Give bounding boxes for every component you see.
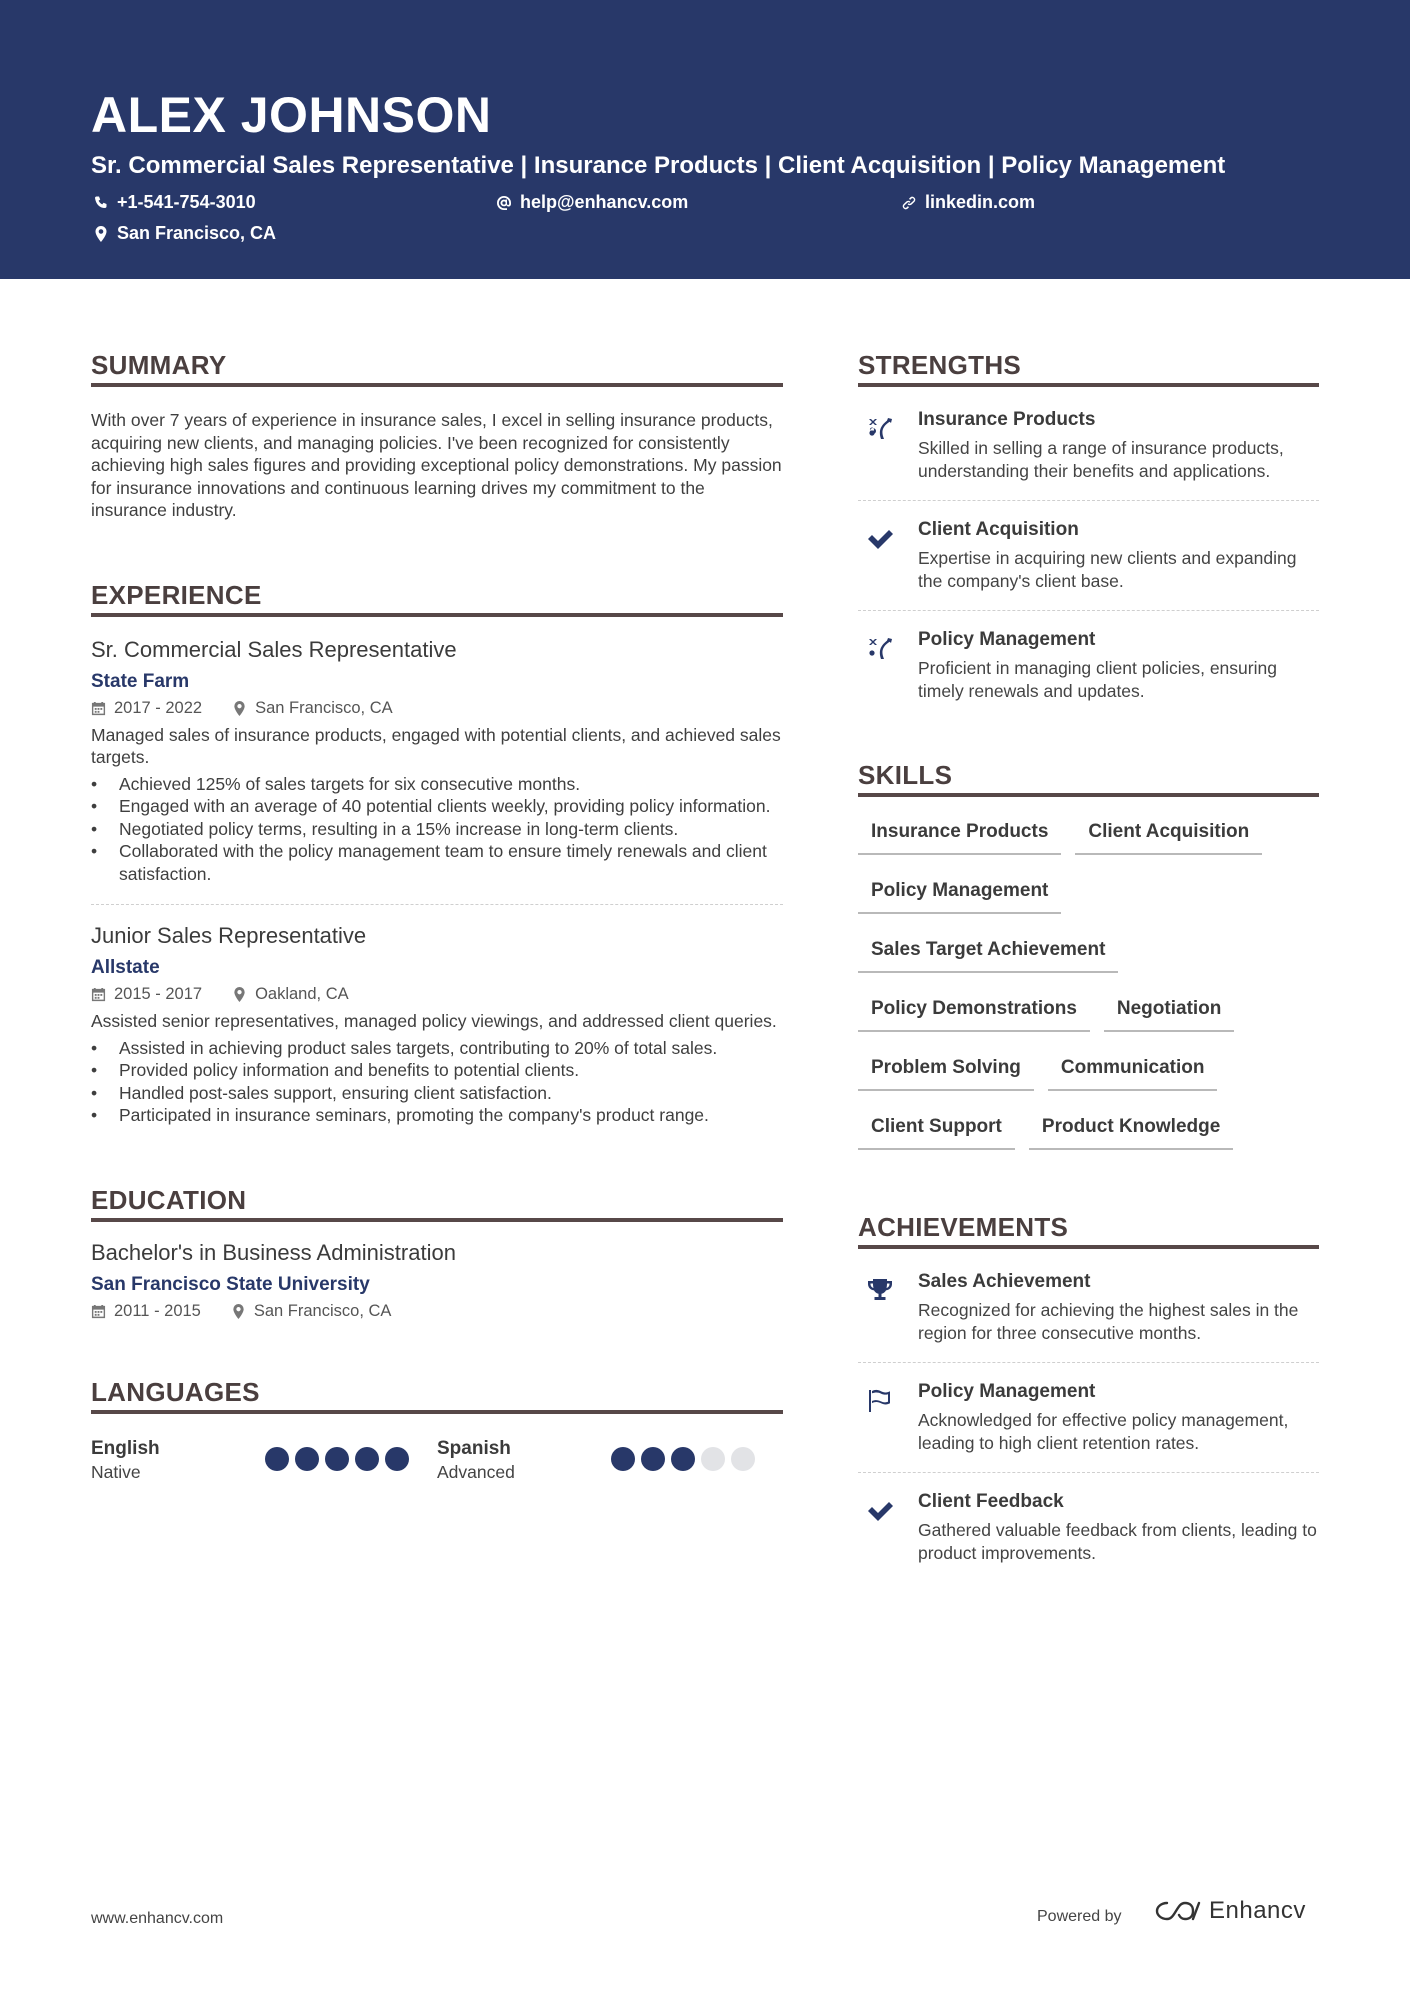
rating-dot — [265, 1447, 289, 1471]
list-item: • Collaborated with the policy management team to ensure timely renewals and client satisfaction. — [91, 840, 783, 885]
contact-link[interactable] — [901, 192, 1035, 213]
brand-name: Enhancv — [1209, 1897, 1306, 1924]
calendar-icon — [91, 987, 106, 1002]
education-section — [91, 1185, 783, 1321]
location-pin-icon — [93, 226, 109, 242]
flag-icon — [858, 1381, 918, 1454]
powered-by-label: Powered by — [1037, 1908, 1122, 1925]
skill-tag: Client Acquisition — [1075, 821, 1262, 855]
job-meta — [91, 985, 783, 1004]
achievement-item — [858, 1381, 1319, 1454]
strategy-icon — [858, 629, 918, 702]
language-level: Advanced — [437, 1461, 515, 1482]
education-dates: 2011 - 2015 — [114, 1301, 201, 1320]
job-location-text: Oakland, CA — [255, 985, 349, 1003]
language-item — [91, 1438, 437, 1483]
language-item — [437, 1438, 783, 1483]
achievement-body — [918, 1271, 1319, 1344]
candidate-headline: Sr. Commercial Sales Representative | Insurance Products | Client Acquisition | Policy Management — [91, 152, 1226, 179]
job-description: Assisted senior representatives, managed policy viewings, and addressed client queries. — [91, 1011, 777, 1031]
brand-logo[interactable] — [1155, 1897, 1306, 1925]
divider — [91, 904, 783, 905]
calendar-icon — [91, 701, 106, 716]
job-dates: 2015 - 2017 — [114, 985, 203, 1003]
skill-tag: Client Support — [858, 1116, 1015, 1150]
contact-email[interactable] — [496, 192, 688, 213]
trophy-icon — [858, 1271, 918, 1344]
education-meta — [91, 1302, 783, 1321]
achievement-desc: Recognized for achieving the highest sales in the region for three consecutive months. — [918, 1300, 1299, 1343]
job-bullets — [91, 773, 783, 886]
strength-body — [918, 629, 1319, 702]
education-location — [231, 1302, 392, 1321]
job-description: Managed sales of insurance products, engaged with potential clients, and achieved sales targets. — [91, 724, 781, 767]
strength-item — [858, 519, 1319, 592]
job-company: Allstate — [91, 957, 160, 978]
resume-header — [0, 0, 1410, 279]
left-column — [91, 350, 783, 1483]
list-item: • Provided policy information and benefits to potential clients. — [91, 1059, 783, 1082]
strength-title: Insurance Products — [918, 409, 1096, 430]
job-company: State Farm — [91, 670, 190, 692]
rating-dot — [355, 1447, 379, 1471]
divider — [858, 610, 1319, 611]
location-pin-icon — [231, 1304, 246, 1319]
phone-text: +1-541-754-3010 — [117, 192, 256, 212]
skills-list — [858, 821, 1319, 1150]
phone-icon — [93, 195, 109, 211]
list-item: • Assisted in achieving product sales targets, contributing to 20% of total sales. — [91, 1037, 783, 1060]
job-entry — [91, 923, 783, 1127]
language-rating — [265, 1447, 409, 1471]
divider — [858, 1472, 1319, 1473]
skill-tag: Communication — [1048, 1057, 1218, 1091]
languages-list — [91, 1438, 783, 1483]
candidate-name: ALEX JOHNSON — [91, 87, 492, 143]
degree-title: Bachelor's in Business Administration — [91, 1239, 456, 1265]
achievements-section — [858, 1212, 1319, 1564]
skill-tag: Insurance Products — [858, 821, 1061, 855]
section-title-skills: SKILLS — [858, 760, 1319, 797]
strength-desc: Expertise in acquiring new clients and expanding the company's client base. — [918, 548, 1297, 591]
job-title: Junior Sales Representative — [91, 923, 367, 948]
section-title-summary: SUMMARY — [91, 350, 783, 387]
language-rating — [611, 1447, 755, 1471]
contact-phone[interactable] — [93, 192, 256, 213]
section-title-education: EDUCATION — [91, 1185, 783, 1222]
language-name: English — [91, 1437, 160, 1459]
enhancv-logo-icon — [1155, 1899, 1201, 1923]
strength-item — [858, 629, 1319, 702]
skill-tag: Policy Management — [858, 880, 1061, 914]
section-title-languages: LANGUAGES — [91, 1377, 783, 1414]
education-location-text: San Francisco, CA — [253, 1301, 392, 1320]
school-name: San Francisco State University — [91, 1273, 370, 1295]
list-item: • Participated in insurance seminars, promoting the company's product range. — [91, 1104, 783, 1127]
achievement-title: Client Feedback — [918, 1491, 1064, 1512]
location-text: San Francisco, CA — [117, 223, 277, 243]
job-location — [232, 699, 393, 718]
summary-text: With over 7 years of experience in insurance sales, I excel in selling insurance products, acquiring new clients, and managing policies. I've been recognized for consistently achieving high sales figures and providing exceptional policy demonstrations. My passion for insurance innovations and continuous learning drives my commitment to the insurance industry. — [91, 410, 782, 520]
job-title: Sr. Commercial Sales Representative — [91, 636, 457, 662]
job-entry — [91, 637, 783, 886]
achievement-item — [858, 1491, 1319, 1564]
job-location — [232, 985, 349, 1004]
contact-location — [93, 223, 276, 244]
rating-dot — [325, 1447, 349, 1471]
location-pin-icon — [232, 987, 247, 1002]
skill-tag: Product Knowledge — [1029, 1116, 1233, 1150]
location-pin-icon — [232, 701, 247, 716]
rating-dot — [731, 1447, 755, 1471]
rating-dot — [611, 1447, 635, 1471]
achievement-body — [918, 1491, 1319, 1564]
right-column — [858, 350, 1319, 1564]
job-location-text: San Francisco, CA — [255, 698, 393, 717]
list-item: • Achieved 125% of sales targets for six consecutive months. — [91, 773, 783, 796]
section-title-strengths: STRENGTHS — [858, 350, 1319, 387]
language-level: Native — [91, 1461, 141, 1482]
link-icon — [901, 195, 917, 211]
divider — [858, 500, 1319, 501]
skills-section — [858, 760, 1319, 1150]
strength-title: Client Acquisition — [918, 519, 1079, 540]
list-item: • Handled post-sales support, ensuring client satisfaction. — [91, 1082, 783, 1105]
achievement-title: Policy Management — [918, 1381, 1096, 1402]
language-name: Spanish — [437, 1437, 511, 1459]
strengths-section — [858, 350, 1319, 702]
skill-tag: Sales Target Achievement — [858, 939, 1118, 973]
calendar-icon — [91, 1304, 106, 1319]
achievement-title: Sales Achievement — [918, 1271, 1091, 1292]
divider — [858, 1362, 1319, 1363]
strategy-icon — [858, 409, 918, 482]
strength-body — [918, 409, 1319, 482]
link-text: linkedin.com — [925, 192, 1036, 212]
skill-tag: Negotiation — [1104, 998, 1235, 1032]
skill-tag: Problem Solving — [858, 1057, 1034, 1091]
strength-title: Policy Management — [918, 629, 1096, 650]
job-dates: 2017 - 2022 — [114, 698, 203, 717]
rating-dot — [641, 1447, 665, 1471]
list-item: • Negotiated policy terms, resulting in a 15% increase in long-term clients. — [91, 818, 783, 841]
achievement-desc: Acknowledged for effective policy management, leading to high client retention rates. — [918, 1410, 1289, 1453]
checkmark-icon — [858, 1491, 918, 1564]
rating-dot — [385, 1447, 409, 1471]
email-text: help@enhancv.com — [520, 192, 689, 212]
footer-url[interactable]: www.enhancv.com — [91, 1910, 224, 1927]
rating-dot — [295, 1447, 319, 1471]
checkmark-icon — [858, 519, 918, 592]
rating-dot — [701, 1447, 725, 1471]
strength-desc: Skilled in selling a range of insurance products, understanding their benefits and applications. — [918, 438, 1284, 481]
achievement-item — [858, 1271, 1319, 1344]
strength-desc: Proficient in managing client policies, ensuring timely renewals and updates. — [918, 658, 1277, 701]
experience-section — [91, 580, 783, 1127]
section-title-experience: EXPERIENCE — [91, 580, 783, 617]
languages-section — [91, 1377, 783, 1483]
job-bullets — [91, 1037, 783, 1127]
list-item: • Engaged with an average of 40 potential clients weekly, providing policy information. — [91, 795, 783, 818]
achievement-body — [918, 1381, 1319, 1454]
at-icon — [496, 195, 512, 211]
rating-dot — [671, 1447, 695, 1471]
strength-body — [918, 519, 1319, 592]
summary-section — [91, 350, 783, 522]
strength-item — [858, 409, 1319, 482]
achievement-desc: Gathered valuable feedback from clients, leading to product improvements. — [918, 1520, 1317, 1563]
skill-tag: Policy Demonstrations — [858, 998, 1090, 1032]
job-meta — [91, 699, 783, 718]
section-title-achievements: ACHIEVEMENTS — [858, 1212, 1319, 1249]
